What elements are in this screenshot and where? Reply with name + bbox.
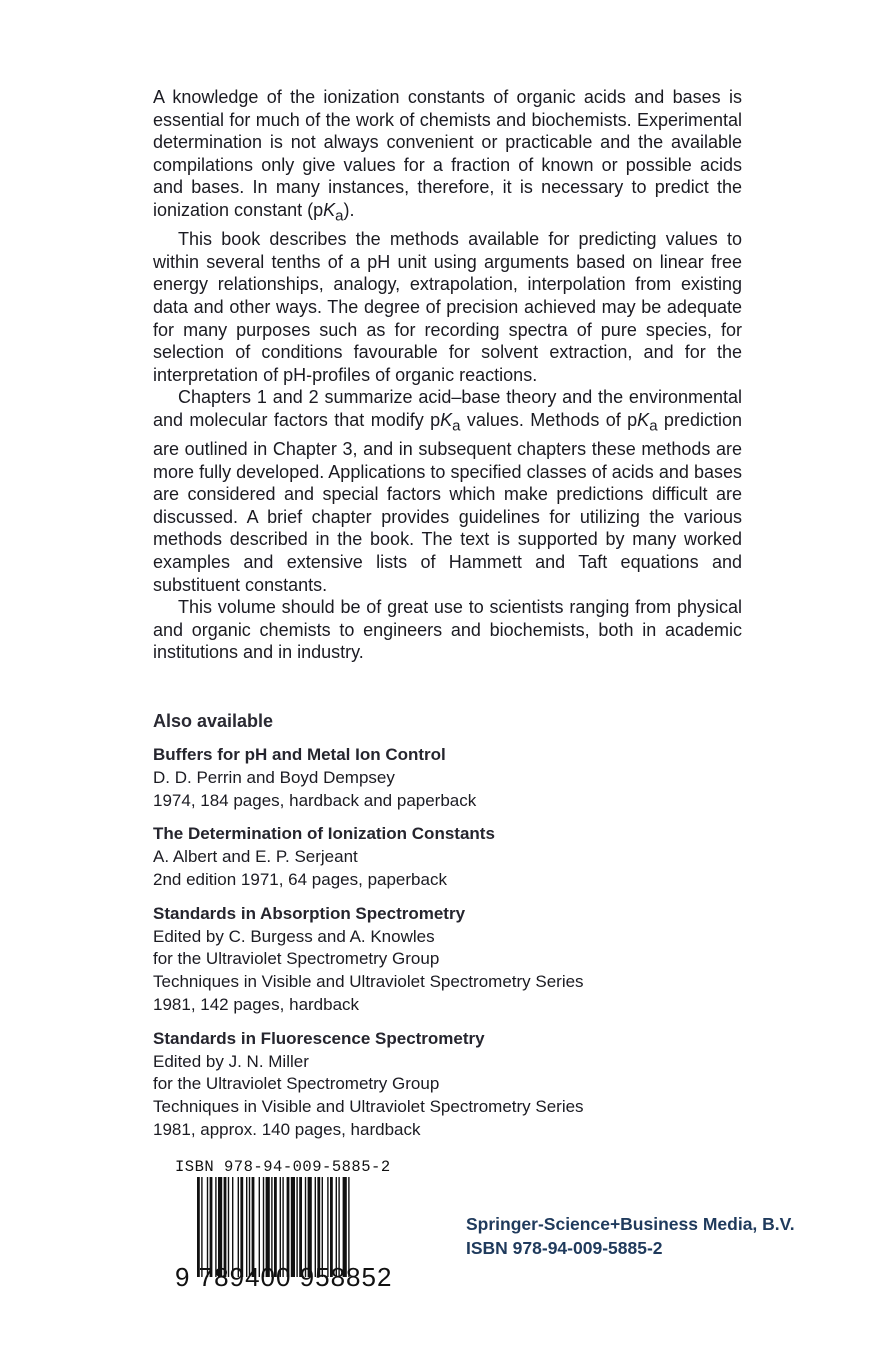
book-title: Buffers for pH and Metal Ion Control [153, 745, 446, 764]
blurb-p1-end: ). [343, 199, 355, 220]
pka-a: a [452, 417, 461, 435]
book-detail: 2nd edition 1971, 64 pages, paperback [153, 869, 447, 889]
blurb-p3-text-a: Chapters 1 and 2 summarize acid–base theory and the environmental and molecular factors that modify p [153, 387, 742, 430]
barcode-isbn-label: ISBN 978-94-009-5885-2 [175, 1158, 391, 1176]
pka-k: K [637, 409, 650, 430]
book-blurb [153, 86, 742, 664]
blurb-paragraph-3 [153, 386, 742, 596]
blurb-p3-text-c: prediction are outlined in Chapter 3, and in subsequent chapters these methods are more fully developed. Applications to specified classes of acids and bases are considered and special factors which make predictions difficult are discussed. A brief chapter provides guidelines for utilizing the various methods described in the book. The text is supported by many worked examples and extensive lists of Hammett and Taft equations and substituent constants. [153, 409, 742, 595]
book-detail: 1974, 184 pages, hardback and paperback [153, 790, 477, 810]
publisher-isbn: ISBN 978-94-009-5885-2 [466, 1238, 663, 1258]
book-detail: Techniques in Visible and Ultraviolet Spectrometry Series [153, 1097, 584, 1117]
book-entry [153, 903, 753, 1017]
blurb-paragraph-2: This book describes the methods available for predicting values to within several tenths of a pH unit using arguments based on linear free energy relationships, analogy, extrapolation, interpolation from existing data and other ways. The degree of precision achieved may be adequate for many purposes such as for recording spectra of pure species, for selection of conditions favourable for solvent extraction, and for the interpretation of pH-profiles of organic reactions. [153, 229, 742, 385]
book-detail: for the Ultraviolet Spectrometry Group [153, 1074, 440, 1094]
book-detail: A. Albert and E. P. Serjeant [153, 847, 358, 867]
book-entry [153, 823, 753, 891]
book-detail: Techniques in Visible and Ultraviolet Spectrometry Series [153, 972, 584, 992]
book-detail: D. D. Perrin and Boyd Dempsey [153, 767, 395, 787]
pka-a: a [335, 207, 344, 225]
book-title: The Determination of Ionization Constants [153, 824, 495, 844]
book-entry [153, 744, 753, 812]
barcode-digits: 9 789400 958852 [175, 1262, 393, 1292]
book-title: Standards in Fluorescence Spectrometry [153, 1028, 485, 1048]
blurb-paragraph-1 [153, 86, 742, 228]
also-available-heading: Also available [153, 711, 274, 731]
blurb-p3-text-b: values. Methods of p [460, 409, 638, 430]
also-available-list [153, 744, 753, 1153]
book-entry [153, 1028, 753, 1142]
book-detail: Edited by J. N. Miller [153, 1051, 309, 1071]
pka-a: a [649, 417, 658, 435]
book-detail: 1981, 142 pages, hardback [153, 994, 360, 1014]
pka-k: K [440, 409, 453, 430]
publisher-block [466, 1212, 795, 1260]
book-title: Standards in Absorption Spectrometry [153, 903, 466, 923]
blurb-paragraph-4: This volume should be of great use to scientists ranging from physical and organic chemists to engineers and biochemists, both in academic institutions and in industry. [153, 597, 742, 663]
book-detail: for the Ultraviolet Spectrometry Group [153, 949, 440, 969]
book-detail: Edited by C. Burgess and A. Knowles [153, 926, 435, 946]
isbn-barcode [175, 1158, 415, 1292]
book-detail: 1981, approx. 140 pages, hardback [153, 1119, 421, 1139]
blurb-p1-text: A knowledge of the ionization constants of organic acids and bases is essential for much of the work of chemists and biochemists. Experimental determination is not always convenient or practicable and the available compilations only give values for a fraction of known or possible acids and bases. In many instances, therefore, it is necessary to predict the ionization constant (p [153, 87, 742, 220]
pka-k: K [323, 199, 336, 220]
publisher-name: Springer-Science+Business Media, B.V. [466, 1214, 795, 1234]
